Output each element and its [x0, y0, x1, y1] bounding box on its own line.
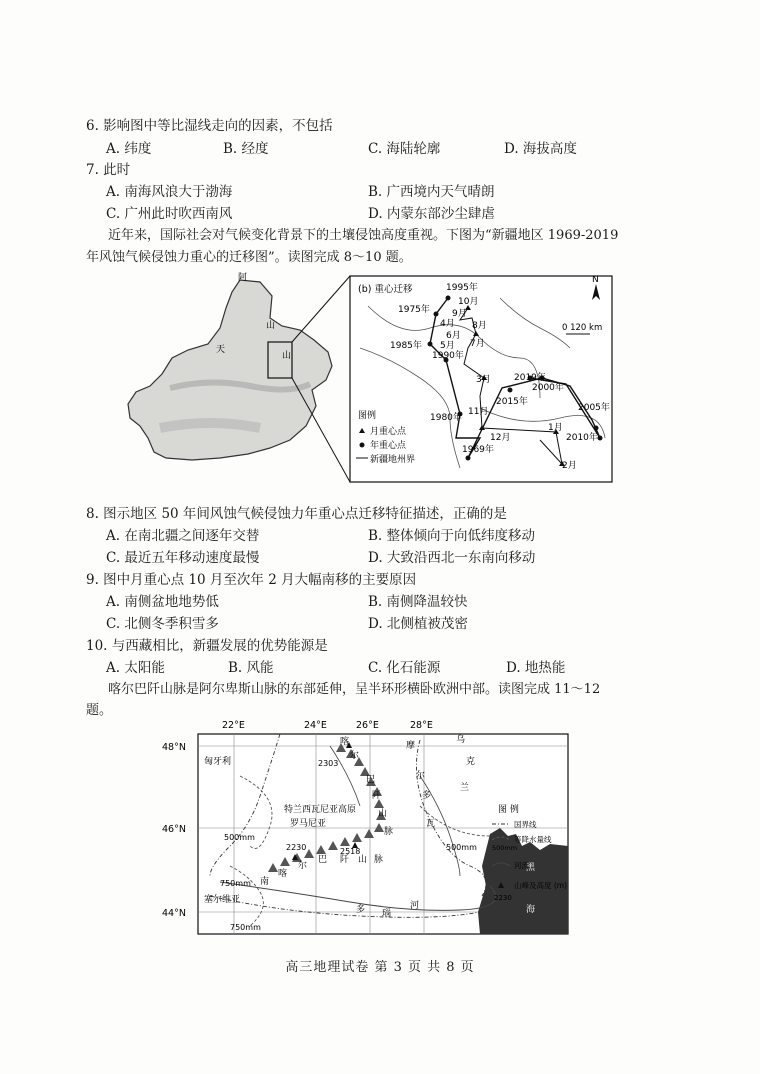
svg-text:南: 南 [260, 877, 270, 887]
svg-text:山峰及高度 (m): 山峰及高度 (m) [514, 881, 568, 890]
svg-text:750mm: 750mm [230, 923, 261, 932]
svg-text:7月: 7月 [470, 339, 485, 349]
svg-text:5月: 5月 [440, 341, 455, 351]
svg-text:阡: 阡 [372, 791, 382, 801]
svg-text:8月: 8月 [472, 321, 487, 331]
intro2-line1: 喀尔巴阡山脉是阿尔卑斯山脉的东部延伸，呈半环形横卧欧洲中部。读图完成 11～12 [108, 682, 601, 697]
svg-text:脉: 脉 [374, 855, 384, 865]
svg-text:3月: 3月 [476, 375, 491, 385]
svg-text:1969年: 1969年 [462, 445, 494, 455]
q6-option-b: B. 经度 [223, 141, 269, 157]
svg-text:11月: 11月 [468, 407, 489, 417]
province-label-3: 天 [216, 345, 226, 355]
svg-text:2230: 2230 [494, 894, 512, 902]
q10-option-c: C. 化石能源 [368, 660, 441, 676]
svg-text:1985年: 1985年 [390, 341, 422, 351]
svg-text:瓦: 瓦 [426, 819, 436, 829]
svg-text:2518: 2518 [340, 847, 361, 856]
svg-text:2019年: 2019年 [514, 373, 546, 383]
svg-text:尔: 尔 [298, 861, 308, 871]
intro2-line2: 题。 [86, 703, 113, 718]
svg-text:克: 克 [466, 757, 476, 767]
svg-text:1980年: 1980年 [430, 413, 462, 423]
svg-text:国界线: 国界线 [514, 820, 537, 829]
q9-option-c: C. 北侧冬季积雪多 [106, 616, 219, 632]
svg-text:年重心点: 年重心点 [370, 441, 407, 451]
svg-text:2005年: 2005年 [578, 403, 610, 413]
svg-text:喀: 喀 [340, 737, 350, 747]
svg-text:2230: 2230 [286, 843, 307, 852]
lat-label-44: 44°N [162, 908, 186, 919]
q7-stem: 7. 此时 [86, 162, 131, 178]
svg-text:2010年: 2010年 [566, 433, 598, 443]
country-hungary: 匈牙利 [204, 757, 232, 767]
q8-option-d: D. 大致沿西北一东南向移动 [368, 550, 536, 566]
legend-title: 图例 [358, 411, 377, 421]
svg-text:2303: 2303 [318, 759, 339, 768]
q10-stem: 10. 与西藏相比，新疆发展的优势能源是 [86, 638, 328, 654]
lon-label-28: 28°E [410, 720, 433, 731]
map2-legend-title: 图 例 [498, 805, 519, 815]
svg-text:500mm: 500mm [492, 844, 518, 852]
xinjiang-map-figure [100, 268, 620, 492]
intro1-line2: 年风蚀气候侵蚀力重心的迁移图”。读图完成 8～10 题。 [86, 250, 412, 265]
svg-text:多: 多 [422, 791, 432, 801]
svg-text:等降水量线: 等降水量线 [514, 835, 552, 844]
svg-text:巴: 巴 [318, 855, 328, 865]
province-label-2: 山 [266, 321, 276, 331]
svg-text:2015年: 2015年 [496, 397, 528, 407]
q6-option-a: A. 纬度 [106, 141, 152, 157]
year-point-icon [360, 443, 365, 448]
svg-text:海: 海 [526, 905, 536, 915]
svg-text:2000年: 2000年 [532, 383, 564, 393]
country-romania: 罗马尼亚 [290, 819, 327, 829]
svg-text:1975年: 1975年 [398, 305, 430, 315]
svg-text:喀: 喀 [278, 869, 288, 879]
svg-text:2月: 2月 [562, 461, 577, 471]
svg-text:9月: 9月 [452, 309, 467, 319]
q6-stem: 6. 影响图中等比湿线走向的因素，不包括 [86, 118, 333, 134]
inset-title: (b) 重心迁移 [358, 284, 413, 295]
q10-option-a: A. 太阳能 [106, 660, 165, 676]
q7-option-b: B. 广西境内天气晴朗 [368, 184, 495, 200]
north-label: N [592, 275, 599, 285]
scale-label: 0 120 km [562, 323, 603, 333]
svg-text:河流: 河流 [514, 861, 529, 870]
q9-option-d: D. 北侧植被茂密 [368, 616, 468, 632]
lon-label-22: 22°E [222, 720, 245, 731]
xinjiang-outline [128, 280, 332, 460]
svg-text:山: 山 [358, 855, 368, 865]
svg-text:兰: 兰 [460, 783, 470, 793]
q7-option-a: A. 南海风浪大于渤海 [106, 184, 233, 200]
svg-text:500mm: 500mm [224, 833, 255, 842]
svg-text:山: 山 [378, 809, 388, 819]
carpathian-map-figure [160, 716, 580, 936]
svg-text:巴: 巴 [366, 775, 376, 785]
q6-option-c: C. 海陆轮廓 [368, 141, 441, 157]
svg-text:瑙: 瑙 [382, 909, 392, 919]
lon-label-26: 26°E [356, 720, 379, 731]
svg-text:尔: 尔 [416, 771, 426, 781]
q10-option-d: D. 地热能 [506, 660, 566, 676]
svg-text:新疆地州界: 新疆地州界 [370, 455, 416, 465]
q9-option-a: A. 南侧盆地地势低 [106, 594, 219, 610]
q7-option-c: C. 广州此时吹西南风 [106, 206, 233, 222]
svg-text:黑: 黑 [526, 863, 536, 873]
q9-stem: 9. 图中月重心点 10 月至次年 2 月大幅南移的主要原因 [86, 572, 417, 588]
q8-option-b: B. 整体倾向于向低纬度移动 [368, 528, 536, 544]
svg-text:尔: 尔 [350, 751, 360, 761]
svg-text:10月: 10月 [458, 297, 479, 307]
country-serbia: 塞尔维亚 [204, 895, 241, 905]
svg-text:乌: 乌 [456, 735, 466, 745]
svg-text:750mm: 750mm [220, 879, 251, 888]
svg-text:12月: 12月 [490, 433, 511, 443]
svg-text:阡: 阡 [340, 855, 350, 865]
svg-text:1995年: 1995年 [446, 283, 478, 293]
svg-text:1990年: 1990年 [432, 351, 464, 361]
q9-option-b: B. 南侧降温较快 [368, 594, 468, 610]
svg-text:6月: 6月 [446, 331, 461, 341]
svg-text:多: 多 [356, 905, 366, 915]
svg-text:脉: 脉 [384, 827, 394, 837]
intro1-line1: 近年来，国际社会对气候变化背景下的土壤侵蚀高度重视。下图为“新疆地区 1969-2019 [108, 228, 619, 243]
q8-stem: 8. 图示地区 50 年间风蚀气候侵蚀力年重心点迁移特征描述，正确的是 [86, 506, 507, 522]
province-label-4: 山 [282, 351, 292, 361]
svg-text:1月: 1月 [548, 423, 563, 433]
svg-text:河: 河 [410, 901, 420, 911]
page-footer: 高三地理试卷 第 3 页 共 8 页 [285, 960, 475, 975]
svg-text:月重心点: 月重心点 [370, 427, 407, 437]
q10-option-b: B. 风能 [228, 660, 274, 676]
lat-label-48: 48°N [162, 742, 186, 753]
svg-text:500mm: 500mm [446, 843, 477, 852]
q6-option-d: D. 海拔高度 [504, 141, 577, 157]
lat-label-46: 46°N [162, 824, 186, 835]
q8-option-a: A. 在南北疆之间逐年交替 [106, 528, 260, 544]
lon-label-24: 24°E [304, 720, 327, 731]
plateau-label: 特兰西瓦尼亚高原 [284, 805, 357, 815]
q8-option-c: C. 最近五年移动速度最慢 [106, 550, 260, 566]
svg-text:4月: 4月 [440, 319, 455, 329]
q7-option-d: D. 内蒙东部沙尘肆虐 [368, 206, 495, 222]
svg-text:摩: 摩 [406, 741, 416, 751]
province-label-1: 阿 [238, 273, 248, 283]
